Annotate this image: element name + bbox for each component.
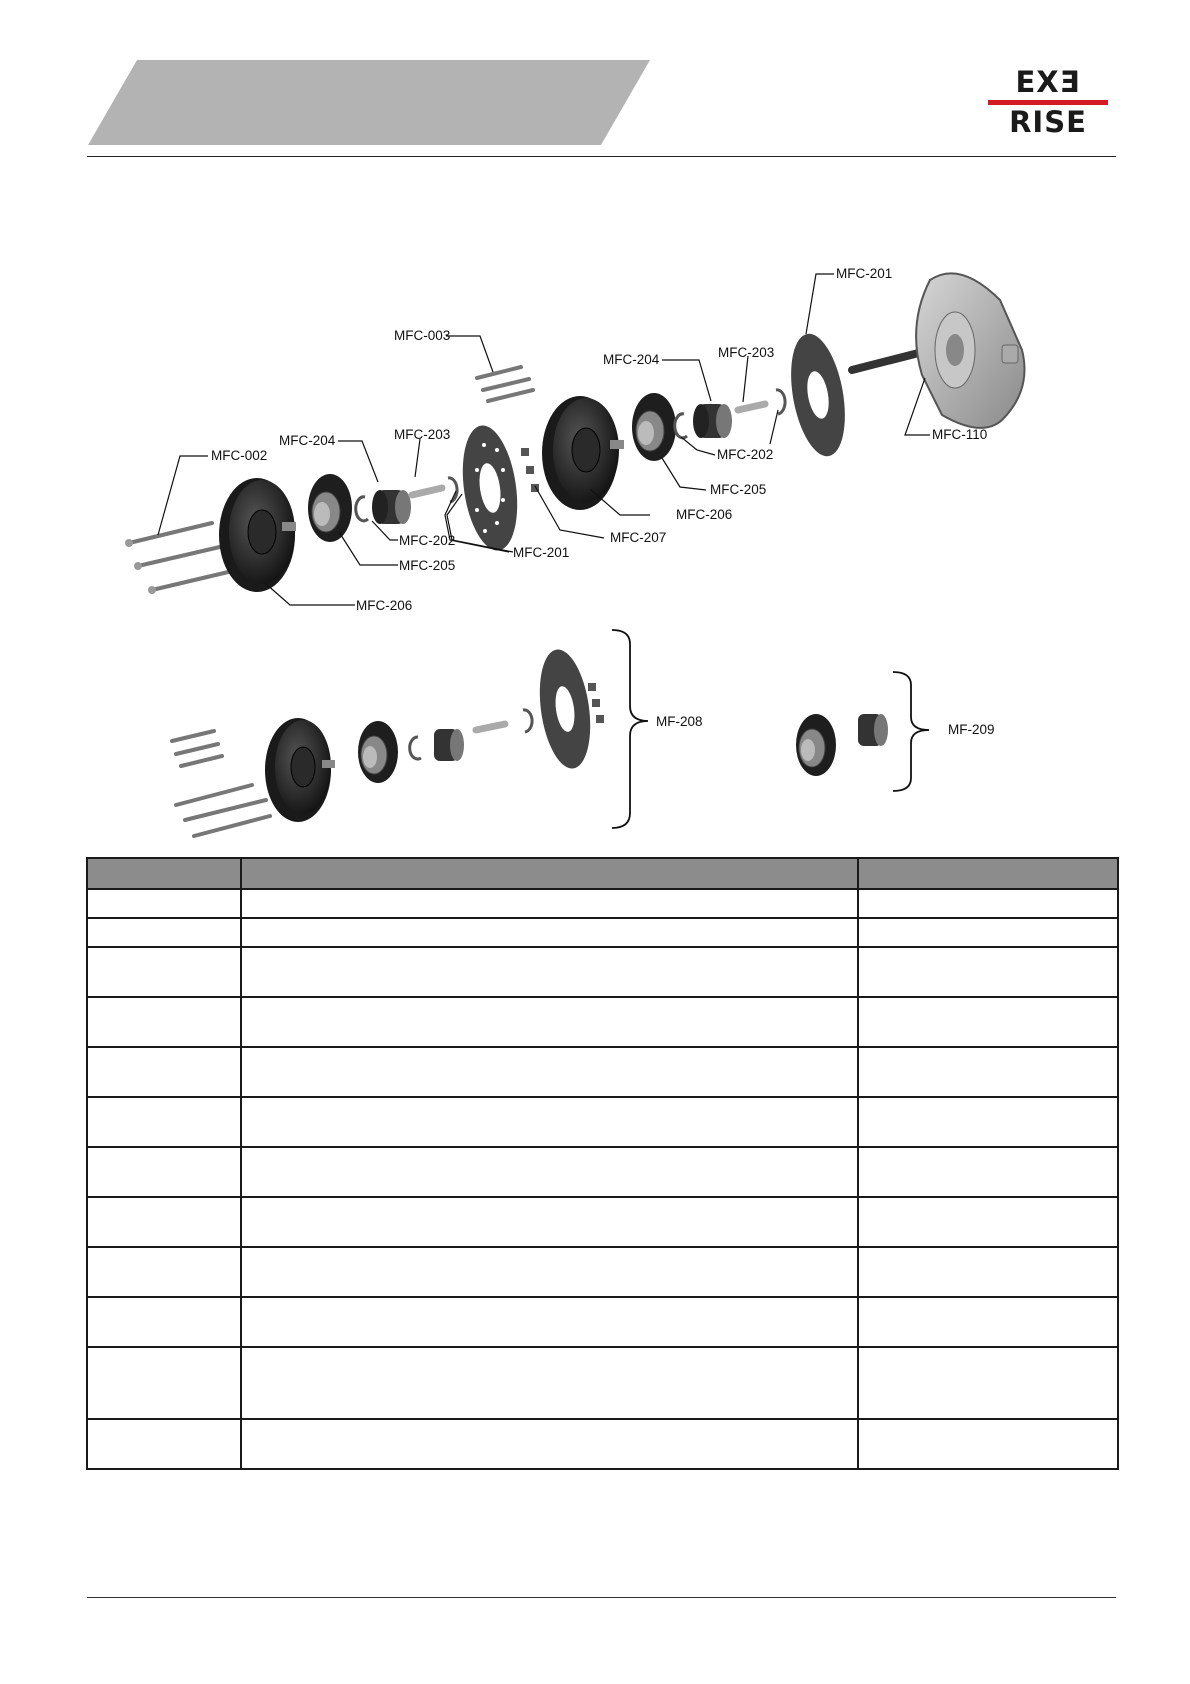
label-mfc-110: MFC-110 [932, 427, 988, 442]
table-row [87, 1097, 1118, 1147]
header-cell-description [241, 858, 858, 889]
table-row [87, 997, 1118, 1047]
label-mf-209: MF-209 [948, 722, 995, 737]
brake-drum-left [219, 478, 296, 592]
spacer-blocks [521, 448, 539, 492]
short-bolts [477, 367, 533, 401]
table-row [87, 889, 1118, 918]
parts-table [86, 857, 1119, 1470]
table-row [87, 1197, 1118, 1247]
table-header-row [87, 858, 1118, 889]
bearing-left [372, 490, 411, 524]
friction-disc-left [455, 422, 524, 554]
label-mfc-204-right: MFC-204 [603, 352, 660, 367]
label-mfc-003: MFC-003 [394, 328, 451, 343]
header-cell-extra [858, 858, 1118, 889]
gearbox-housing [916, 273, 1024, 428]
table-row [87, 1297, 1118, 1347]
table-row [87, 1247, 1118, 1297]
label-mfc-002: MFC-002 [211, 448, 268, 463]
logo-text-top: EXƎ [1015, 65, 1081, 99]
header-rule [87, 156, 1116, 157]
label-mfc-202-left: MFC-202 [399, 533, 456, 548]
table-row [87, 1419, 1118, 1469]
table-row [87, 1147, 1118, 1197]
label-mfc-202-right: MFC-202 [717, 447, 774, 462]
label-mfc-201-left: MFC-201 [513, 545, 570, 560]
hub-left [308, 474, 352, 542]
bearing-right [693, 404, 732, 438]
table-row [87, 918, 1118, 947]
label-mfc-206-right: MFC-206 [676, 507, 733, 522]
label-mfc-203-right: MFC-203 [718, 345, 775, 360]
header-grey-parallelogram [88, 60, 650, 145]
label-mfc-205-left: MFC-205 [399, 558, 456, 573]
label-mfc-203-left: MFC-203 [394, 427, 451, 442]
pin-right [738, 404, 765, 410]
table-row [87, 1347, 1118, 1419]
hub-right [632, 393, 676, 461]
circlip-left [356, 497, 368, 521]
table-row [87, 947, 1118, 997]
label-mfc-206-left: MFC-206 [356, 598, 413, 613]
label-mfc-207: MFC-207 [610, 530, 667, 545]
kit-mf-209 [796, 714, 888, 776]
footer-rule [87, 1597, 1116, 1598]
exploded-parts-diagram [0, 230, 1190, 850]
kit-mf-208 [172, 646, 604, 836]
brace-mf-208 [612, 630, 648, 828]
header-cell-code [87, 858, 241, 889]
brake-drum-right [542, 396, 624, 510]
pin-left [412, 488, 442, 495]
brand-logo [988, 66, 1108, 138]
label-mfc-205-right: MFC-205 [710, 482, 767, 497]
table-row [87, 1047, 1118, 1097]
label-mfc-201-right: MFC-201 [836, 266, 893, 281]
brace-mf-209 [893, 672, 929, 791]
friction-disc-right [783, 330, 854, 461]
label-mf-208: MF-208 [656, 714, 703, 729]
logo-text-bottom: RISE [1009, 105, 1087, 139]
label-mfc-204-left: MFC-204 [279, 433, 336, 448]
circlip-right [675, 414, 687, 438]
